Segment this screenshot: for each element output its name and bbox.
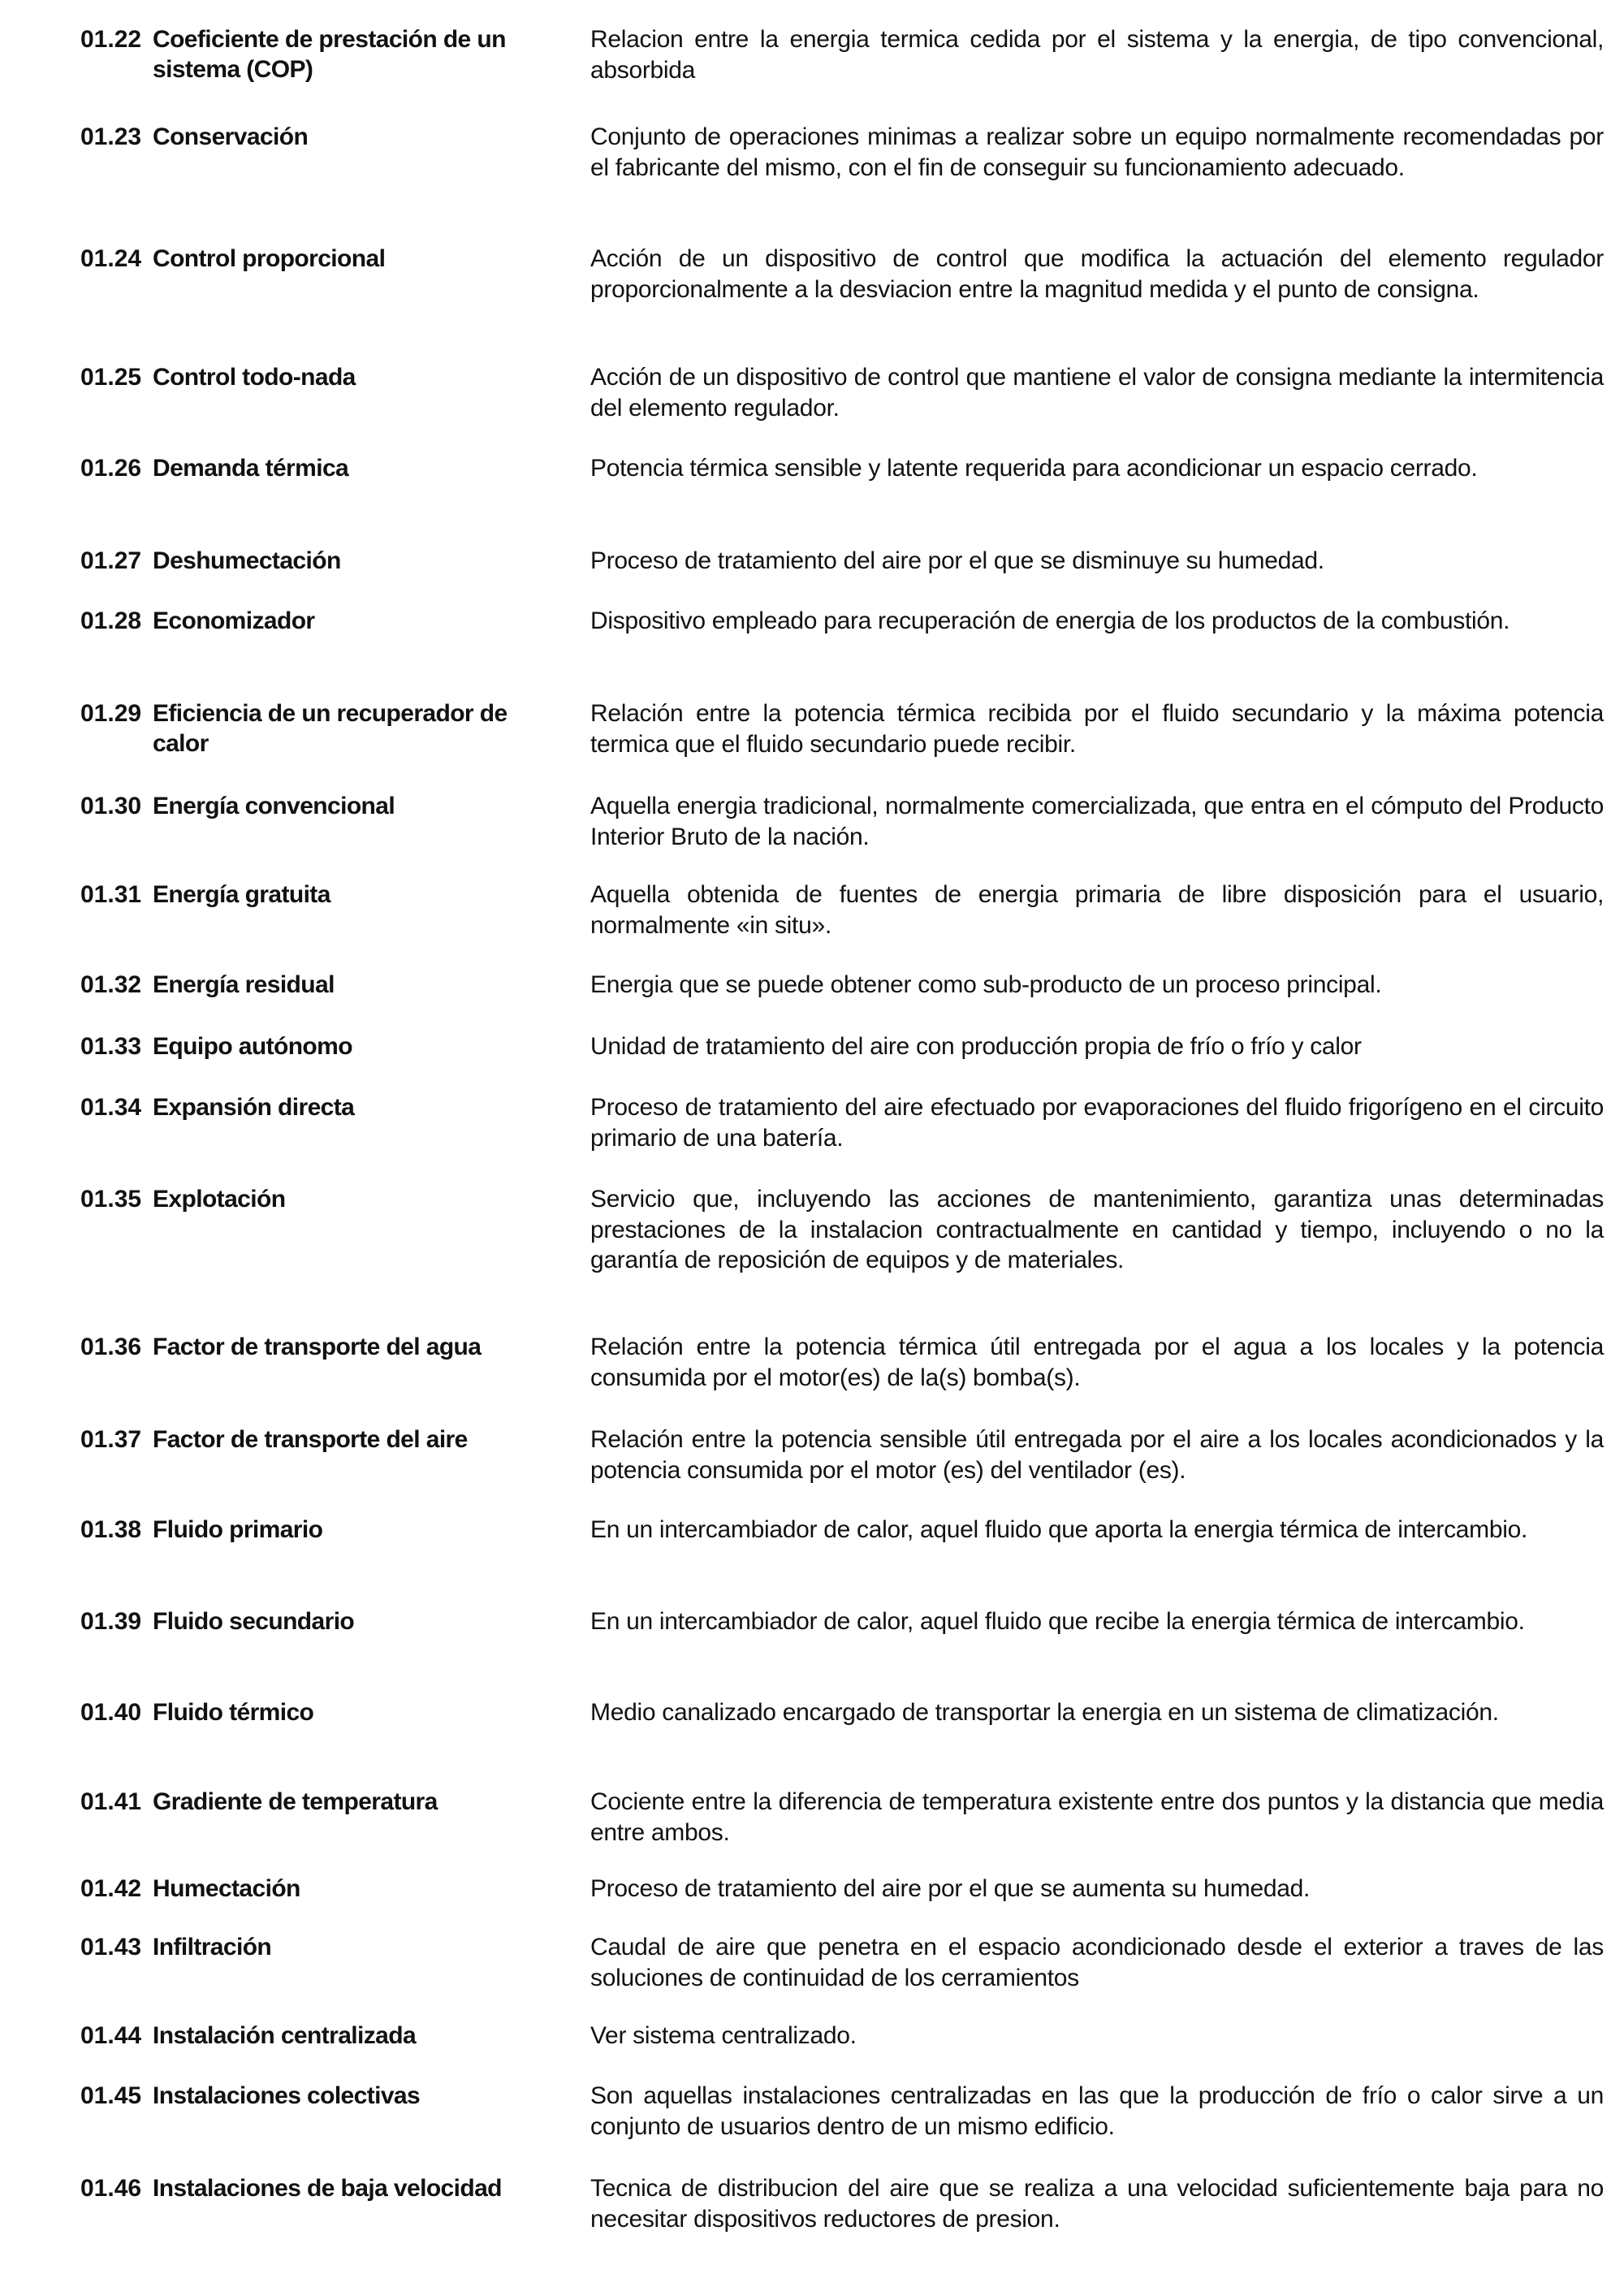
entry-number: 01.28 (80, 607, 142, 634)
entry-term: Equipo autónomo (153, 1033, 352, 1060)
entry-term: Factor de transporte del agua (153, 1334, 482, 1360)
entry-term: Energía convencional (153, 793, 395, 819)
entry-definition: Dispositivo empleado para recuperación de energia de los productos de la combustión. (590, 607, 1510, 634)
entry-number: 01.29 (80, 700, 142, 727)
entry-term: Demanda térmica (153, 455, 349, 482)
entry-number: 01.45 (80, 2082, 142, 2109)
entry-definition: Ver sistema centralizado. (590, 2022, 857, 2049)
entry-term: Control proporcional (153, 245, 386, 272)
entry-number: 01.46 (80, 2175, 142, 2202)
entry-term: Control todo-nada (153, 364, 356, 391)
entry-definition: Proceso de tratamiento del aire por el que se disminuye su humedad. (590, 547, 1324, 574)
entry-number: 01.42 (80, 1875, 142, 1902)
entry-number: 01.25 (80, 364, 142, 391)
entry-term: Infiltración (153, 1934, 272, 1961)
entry-definition: Unidad de tratamiento del aire con producción propia de frío o frío y calor (590, 1033, 1362, 1060)
entry-term: Energía gratuita (153, 881, 330, 908)
entry-term: Conservación (153, 123, 309, 150)
entry-number: 01.30 (80, 793, 142, 819)
entry-definition: Servicio que, incluyendo las acciones de mantenimiento, garantiza unas determinadas prestaciones de la instalacion contractualmente en cantidad y tiempo, incluyendo o no la garantía de reposición de equipos y de materiales. (590, 1186, 1604, 1273)
entry-number: 01.44 (80, 2022, 142, 2049)
entry-definition: Relación entre la potencia sensible útil entregada por el aire a los locales acondicionados y la potencia consumida por el motor (es) del ventilador (es). (590, 1426, 1604, 1484)
entry-term: Fluido térmico (153, 1699, 314, 1726)
entry-number: 01.40 (80, 1699, 142, 1726)
entry-definition: Tecnica de distribucion del aire que se realiza a una velocidad suficientemente baja para no necesitar dispositivos reductores de presion. (590, 2175, 1604, 2233)
entry-term: Deshumectación (153, 547, 341, 574)
entry-term: Economizador (153, 607, 315, 634)
entry-definition: Aquella obtenida de fuentes de energia primaria de libre disposición para el usuario, normalmente «in situ». (590, 881, 1604, 939)
entry-definition: Acción de un dispositivo de control que mantiene el valor de consigna mediante la intermitencia del elemento regulador. (590, 364, 1604, 422)
entry-number: 01.22 (80, 26, 142, 53)
entry-number: 01.39 (80, 1608, 142, 1635)
entry-term: Eficiencia de un recuperador de calor (153, 700, 508, 757)
entry-definition: Acción de un dispositivo de control que modifica la actuación del elemento regulador proporcionalmente a la desviacion entre la magnitud medida y el punto de consigna. (590, 245, 1604, 303)
entry-definition: Conjunto de operaciones minimas a realizar sobre un equipo normalmente recomendadas por el fabricante del mismo, con el fin de conseguir su funcionamiento adecuado. (590, 123, 1604, 181)
entry-definition: En un intercambiador de calor, aquel fluido que recibe la energia térmica de intercambio. (590, 1608, 1525, 1635)
entry-term: Factor de transporte del aire (153, 1426, 468, 1453)
entry-term: Instalaciones de baja velocidad (153, 2175, 502, 2202)
entry-definition: Proceso de tratamiento del aire por el que se aumenta su humedad. (590, 1875, 1311, 1902)
entry-term: Energía residual (153, 971, 335, 998)
entry-number: 01.27 (80, 547, 142, 574)
entry-definition: Medio canalizado encargado de transportar la energia en un sistema de climatización. (590, 1699, 1499, 1726)
entry-definition: Relación entre la potencia térmica útil entregada por el agua a los locales y la potencia consumida por el motor(es) de la(s) bomba(s). (590, 1334, 1604, 1391)
entry-term: Coeficiente de prestación de un sistema (COP) (153, 26, 506, 83)
entry-number: 01.26 (80, 455, 142, 482)
entry-definition: Relación entre la potencia térmica recibida por el fluido secundario y la máxima potencia termica que el fluido secundario puede recibir. (590, 700, 1604, 758)
entry-number: 01.33 (80, 1033, 142, 1060)
entry-number: 01.31 (80, 881, 142, 908)
entry-definition: Potencia térmica sensible y latente requerida para acondicionar un espacio cerrado. (590, 455, 1478, 482)
entry-term: Fluido secundario (153, 1608, 355, 1635)
entry-term: Gradiente de temperatura (153, 1788, 438, 1815)
entry-number: 01.23 (80, 123, 142, 150)
entry-term: Fluido primario (153, 1516, 323, 1543)
entry-definition: En un intercambiador de calor, aquel fluido que aporta la energia térmica de intercambio. (590, 1516, 1528, 1543)
entry-number: 01.24 (80, 245, 142, 272)
entry-definition: Cociente entre la diferencia de temperatura existente entre dos puntos y la distancia que media entre ambos. (590, 1788, 1604, 1846)
entry-definition: Relacion entre la energia termica cedida por el sistema y la energia, de tipo convencional, absorbida (590, 26, 1604, 84)
entry-number: 01.41 (80, 1788, 142, 1815)
entry-definition: Aquella energia tradicional, normalmente comercializada, que entra en el cómputo del Producto Interior Bruto de la nación. (590, 793, 1604, 850)
entry-number: 01.36 (80, 1334, 142, 1360)
entry-term: Expansión directa (153, 1094, 355, 1121)
entry-number: 01.38 (80, 1516, 142, 1543)
entry-term: Instalaciones colectivas (153, 2082, 421, 2109)
entry-term: Instalación centralizada (153, 2022, 417, 2049)
entry-number: 01.43 (80, 1934, 142, 1961)
entry-definition: Energia que se puede obtener como sub-producto de un proceso principal. (590, 971, 1382, 998)
entry-number: 01.34 (80, 1094, 142, 1121)
entry-term: Humectación (153, 1875, 300, 1902)
entry-number: 01.37 (80, 1426, 142, 1453)
entry-definition: Son aquellas instalaciones centralizadas en las que la producción de frío o calor sirve a un conjunto de usuarios dentro de un mismo edificio. (590, 2082, 1604, 2140)
entry-number: 01.35 (80, 1186, 142, 1213)
entry-definition: Caudal de aire que penetra en el espacio acondicionado desde el exterior a traves de las soluciones de continuidad de los cerramientos (590, 1934, 1604, 1991)
entry-term: Explotación (153, 1186, 286, 1213)
entry-definition: Proceso de tratamiento del aire efectuado por evaporaciones del fluido frigorígeno en el circuito primario de una batería. (590, 1094, 1604, 1152)
entry-number: 01.32 (80, 971, 142, 998)
